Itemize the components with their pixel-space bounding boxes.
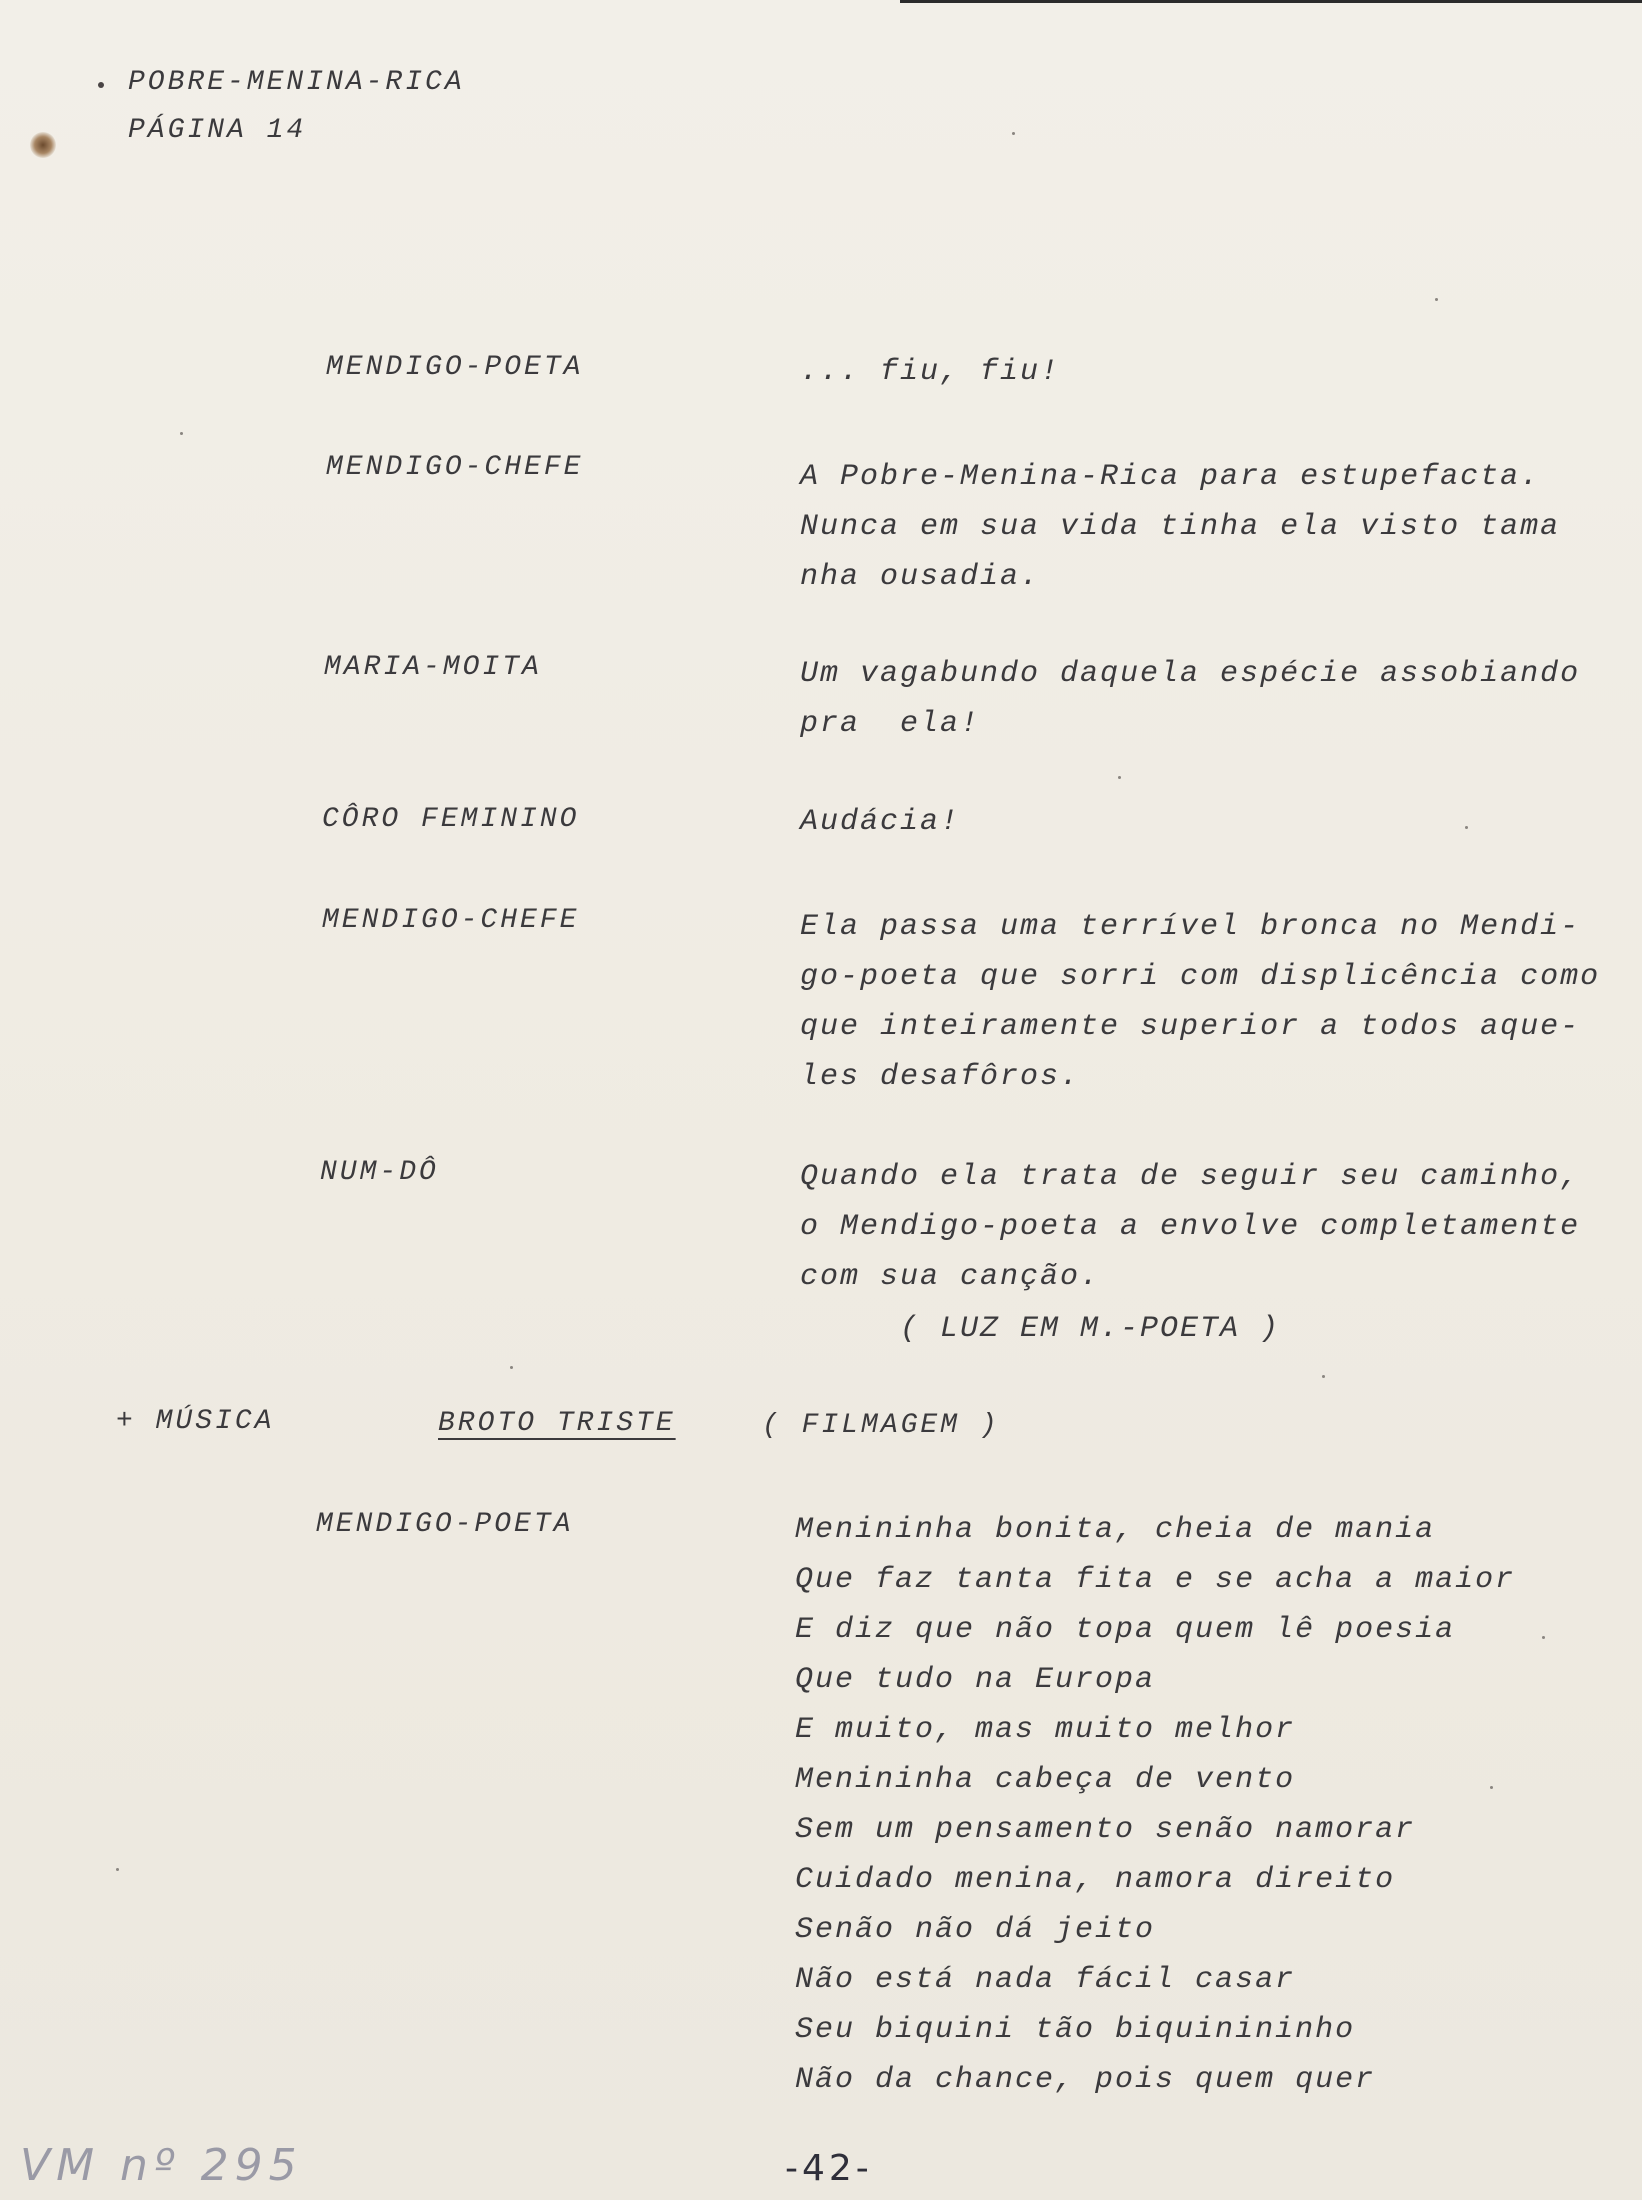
dialogue-line: que inteiramente superior a todos aque- [800,1010,1581,1044]
paper-speck [180,432,183,435]
stage-direction: ( LUZ EM M.-POETA ) [900,1312,1281,1346]
lyric-line: E muito, mas muito melhor [795,1713,1296,1747]
dialogue-text [800,797,1620,847]
lyric-line: E diz que não topa quem lê poesia [795,1613,1456,1647]
lyric-line: Seu biquini tão biquinininho [795,2013,1356,2047]
dialogue-line: Ela passa uma terrível bronca no Mendi- [800,910,1581,944]
dialogue-text [800,1152,1620,1302]
speaker-name: MENDIGO-CHEFE [322,905,580,936]
dialogue-line: les desafôros. [800,1060,1081,1094]
dialogue-line: o Mendigo-poeta a envolve completamente [800,1210,1581,1244]
dialogue-text [800,452,1620,602]
paper-speck [1012,132,1015,135]
paper-speck [1322,1375,1325,1378]
dialogue-line: ... fiu, fiu! [800,355,1061,389]
paper-speck [1435,298,1438,301]
lyric-line: Sem um pensamento senão namorar [795,1813,1416,1847]
paper-speck [1465,826,1468,829]
lyric-line: Menininha bonita, cheia de mania [795,1513,1436,1547]
lyric-line: Que tudo na Europa [795,1663,1156,1697]
script-title: POBRE-MENINA-RICA [128,67,465,98]
dialogue-line: com sua canção. [800,1260,1101,1294]
dialogue-line: go-poeta que sorri com displicência como [800,960,1601,994]
dialogue-line: nha ousadia. [800,560,1041,594]
dialogue-line: Quando ela trata de seguir seu caminho, [800,1160,1581,1194]
lyric-line: Que faz tanta fita e se acha a maior [795,1563,1516,1597]
dialogue-line: Audácia! [800,805,961,839]
dialogue-line: Nunca em sua vida tinha ela visto tama [800,510,1561,544]
lyric-line: Menininha cabeça de vento [795,1763,1296,1797]
speaker-name: MENDIGO-POETA [326,352,584,383]
dialogue-text [800,649,1620,749]
page-number: -42- [785,2148,873,2189]
paper-speck [1490,1786,1493,1789]
music-cue-label: + MÚSICA [116,1406,275,1437]
speaker-name: MARIA-MOITA [324,652,542,683]
ink-stain [30,132,56,158]
lyric-line: Cuidado menina, namora direito [795,1863,1396,1897]
dialogue-text [800,347,1620,397]
top-edge-line [900,0,1642,3]
paper-speck [510,1366,513,1369]
lyric-line: Não está nada fácil casar [795,1963,1296,1997]
lyric-line: Senão não dá jeito [795,1913,1156,1947]
speaker-name: CÔRO FEMININO [322,804,580,835]
speaker-name: MENDIGO-POETA [316,1509,574,1540]
dialogue-text [800,902,1620,1102]
lyric-line: Não da chance, pois quem quer [795,2063,1376,2097]
paper-speck [1542,1636,1545,1639]
dialogue-line: Um vagabundo daquela espécie assobiando [800,657,1581,691]
dialogue-line: pra ela! [800,707,981,741]
paper-speck [1118,776,1121,779]
page-label: PÁGINA 14 [128,115,307,146]
bullet-mark [98,82,104,88]
speaker-name: MENDIGO-CHEFE [326,452,584,483]
song-lyrics [795,1505,1615,2105]
speaker-name: NUM-DÔ [320,1157,439,1188]
dialogue-line: A Pobre-Menina-Rica para estupefacta. [800,460,1541,494]
filming-note: ( FILMAGEM ) [762,1410,1000,1441]
paper-speck [116,1868,119,1871]
handwritten-archive-note: VM nº 295 [20,2140,303,2191]
song-title: BROTO TRISTE [438,1408,676,1439]
